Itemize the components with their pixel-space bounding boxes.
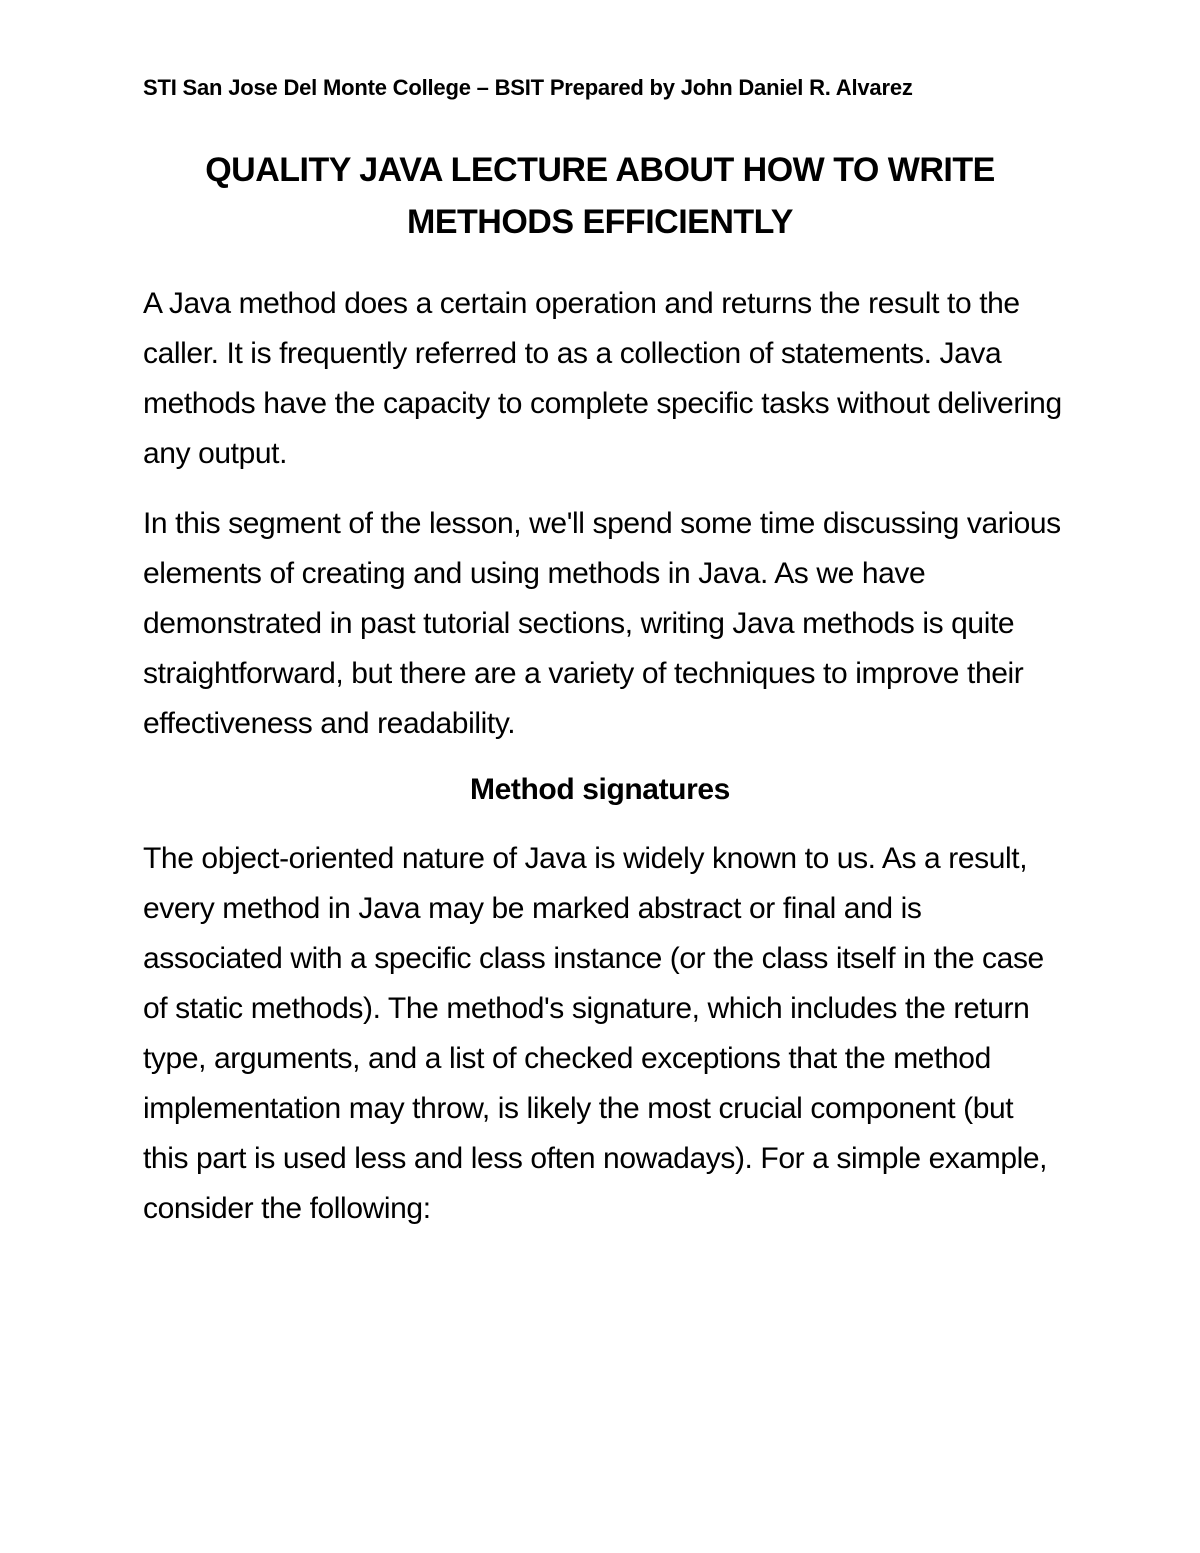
title-line-1: QUALITY JAVA LECTURE ABOUT HOW TO WRITE: [205, 151, 995, 189]
document-title: [143, 144, 1057, 248]
section-paragraph: The object-oriented nature of Java is widely known to us. As a result, every method in Java may be marked abstract or final and is associated with a specific class instance (or the class itself in the case of static methods). The method's signature, which includes the return type, arguments, and a list of checked exceptions that the method implementation may throw, is likely the most crucial component (but this part is used less and less often nowadays). For a simple example, consider the following:: [143, 842, 1048, 1225]
title-line-2: METHODS EFFICIENTLY: [407, 203, 793, 241]
lesson-paragraph: In this segment of the lesson, we'll spend some time discussing various elements of creating and using methods in Java. As we have demonstrated in past tutorial sections, writing Java methods is quite straightforward, but there are a variety of techniques to improve their effectiveness and readability.: [143, 507, 1061, 740]
intro-paragraph: A Java method does a certain operation and returns the result to the caller. It is frequently referred to as a collection of statements. Java methods have the capacity to complete specific tasks without delivering any output.: [143, 287, 1062, 470]
section-heading: Method signatures: [470, 773, 730, 806]
document-header: STI San Jose Del Monte College – BSIT Prepared by John Daniel R. Alvarez: [143, 75, 913, 100]
